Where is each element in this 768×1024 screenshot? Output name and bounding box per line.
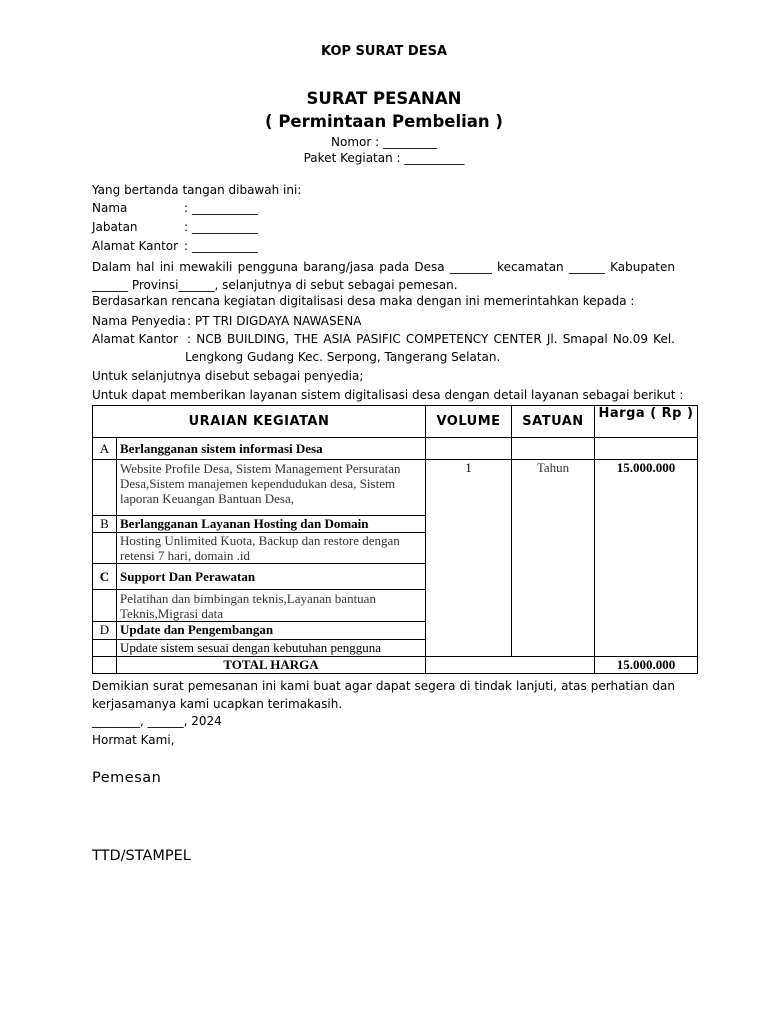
letter-cell-empty (93, 590, 117, 622)
section-title: Berlangganan sistem informasi Desa (117, 438, 426, 460)
volume-cell-empty (426, 438, 512, 460)
jabatan-label: Jabatan (92, 220, 138, 234)
section-title: Update dan Pengembangan (117, 622, 426, 640)
pemesan-label: Pemesan (92, 770, 162, 786)
section-detail: Pelatihan dan bimbingan teknis,Layanan bantuan Teknis,Migrasi data (117, 590, 426, 622)
alamat-penyedia-line2: Lengkong Gudang Kec. Serpong, Tangerang Selatan. (185, 350, 501, 364)
letter-cell-empty (93, 533, 117, 564)
document-title: SURAT PESANAN (306, 89, 462, 108)
penyedia-value: : PT TRI DIGDAYA NAWASENA (187, 314, 362, 328)
selanjutnya-text: Untuk selanjutnya disebut sebagai penyedia; (92, 369, 364, 383)
letterhead: KOP SURAT DESA (320, 44, 448, 59)
ttd-stampel-label: TTD/STAMPEL (92, 848, 191, 864)
jabatan-value: : ___________ (184, 220, 258, 234)
total-row (93, 657, 698, 674)
satuan-value: Tahun (512, 460, 595, 657)
total-label: TOTAL HARGA (117, 657, 426, 674)
nama-value: : ___________ (184, 201, 258, 215)
letter-cell-empty (93, 657, 117, 674)
volume-value: 1 (426, 460, 512, 657)
document-subtitle: ( Permintaan Pembelian ) (265, 112, 503, 131)
section-letter: C (93, 564, 117, 590)
paket-kegiatan-line: Paket Kegiatan : __________ (303, 151, 465, 165)
volume-cell-empty (426, 657, 512, 674)
letter-cell-empty (93, 640, 117, 657)
section-letter: D (93, 622, 117, 640)
section-detail: Hosting Unlimited Kuota, Backup dan restore dengan retensi 7 hari, domain .id (117, 533, 426, 564)
table-header-row (93, 406, 698, 438)
alamat-penyedia-line1: : NCB BUILDING, THE ASIA PASIFIC COMPETENCY CENTER Jl. Smapal No.09 Kel. (187, 332, 675, 346)
date-line: ________, ______, 2024 (92, 714, 222, 728)
penyedia-label: Nama Penyedia (92, 314, 186, 328)
letter-cell-empty (93, 460, 117, 516)
header-volume: VOLUME (426, 406, 512, 438)
header-harga: Harga ( Rp ) (595, 406, 698, 438)
hormat-kami: Hormat Kami, (92, 733, 175, 747)
harga-cell-empty (595, 438, 698, 460)
section-detail: Website Profile Desa, Sistem Management Persuratan Desa,Sistem manajemen kependudukan desa, Sistem laporan Keuangan Bantuan Desa, (117, 460, 426, 516)
intro-text: Yang bertanda tangan dibawah ini: (92, 183, 302, 197)
satuan-cell-empty (512, 438, 595, 460)
section-letter: A (93, 438, 117, 460)
satuan-cell-empty (512, 657, 595, 674)
untuk-text: Untuk dapat memberikan layanan sistem digitalisasi desa dengan detail layanan sebagai berikut : (92, 388, 684, 402)
alamat-penyedia-label: Alamat Kantor (92, 332, 179, 346)
nomor-line: Nomor : _________ (331, 135, 437, 149)
nama-label: Nama (92, 201, 128, 215)
table-row (93, 460, 698, 516)
alamat-label: Alamat Kantor (92, 239, 179, 253)
demikian-paragraph: Demikian surat pemesanan ini kami buat agar dapat segera di tindak lanjuti, atas perhatian dan kerjasamanya kami ucapkan terimakasih. (92, 679, 675, 711)
mewakili-paragraph: Dalam hal ini mewakili pengguna barang/jasa pada Desa _______ kecamatan ______ Kabupaten ______ Provinsi______, selanjutnya di sebut sebagai pemesan. (92, 260, 675, 292)
harga-value: 15.000.000 (595, 460, 698, 657)
table-row (93, 438, 698, 460)
header-satuan: SATUAN (512, 406, 595, 438)
berdasarkan-text: Berdasarkan rencana kegiatan digitalisasi desa maka dengan ini memerintahkan kepada : (92, 294, 635, 308)
total-value: 15.000.000 (595, 657, 698, 674)
section-title: Support Dan Perawatan (117, 564, 426, 590)
alamat-value: : ___________ (184, 239, 258, 253)
header-uraian: URAIAN KEGIATAN (93, 406, 426, 438)
section-title: Berlangganan Layanan Hosting dan Domain (117, 516, 426, 533)
order-table (92, 405, 698, 674)
section-letter: B (93, 516, 117, 533)
section-detail: Update sistem sesuai dengan kebutuhan pengguna (117, 640, 426, 657)
